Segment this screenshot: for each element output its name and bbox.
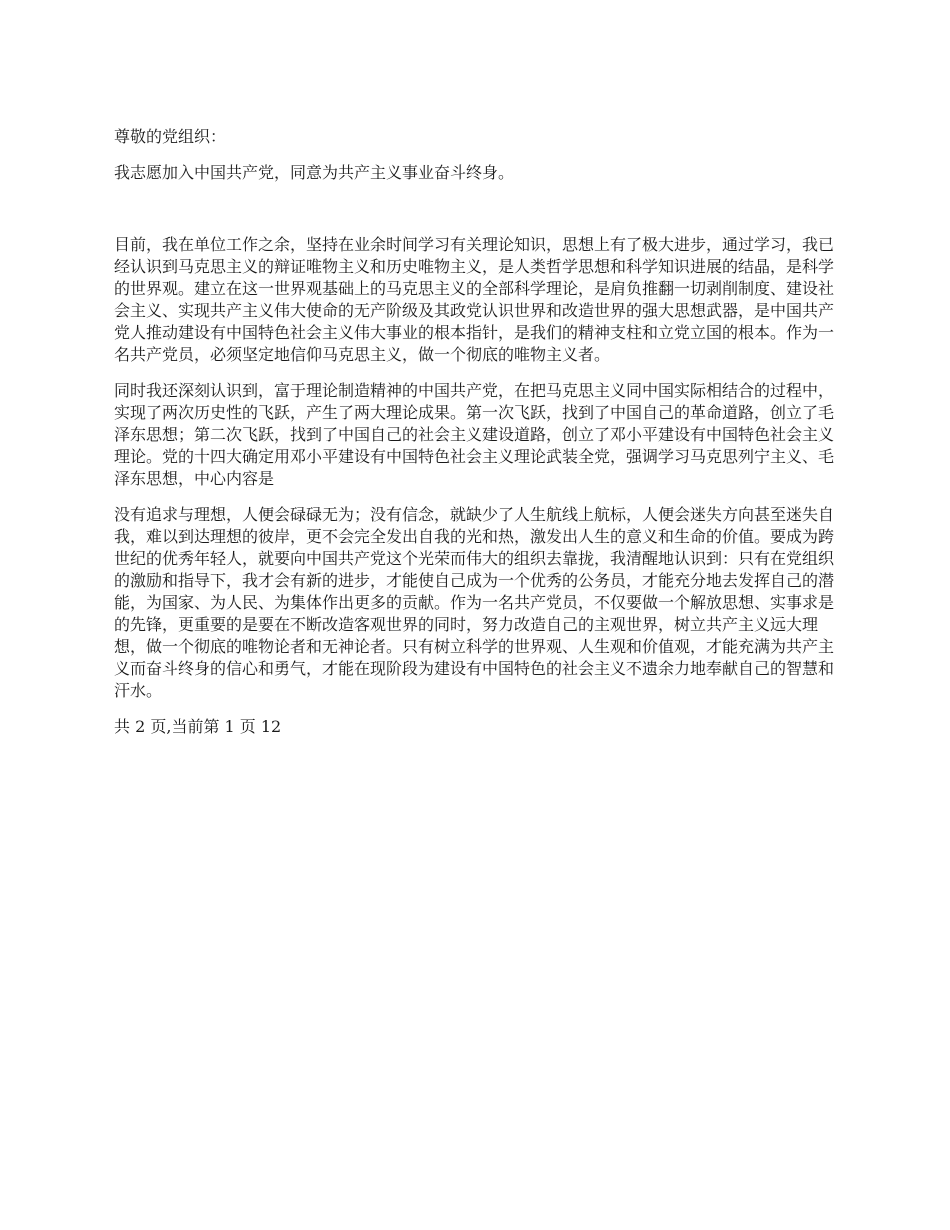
page-indicator: 共 2 页,当前第 1 页 12 [114, 717, 282, 736]
body-paragraph-3: 没有追求与理想，人便会碌碌无为；没有信念，就缺少了人生航线上航标，人便会迷失方向甚至迷失自我，难以到达理想的彼岸，更不会完全发出自我的光和热，激发出人生的意义和生命的价值。要成为跨世纪的优秀年轻人，就要向中国共产党这个光荣而伟大的组织去靠拢，我清醒地认识到：只有在党组织的激励和指导下，我才会有新的进步，才能使自己成为一个优秀的公务员，才能充分地去发挥自己的潜能，为国家、为人民、为集体作出更多的贡献。作为一名共产党员，不仅要做一个解放思想、实事求是的先锋，更重要的是要在不断改造客观世界的同时，努力改造自己的主观世界，树立共产主义远大理想，做一个彻底的唯物论者和无神论者。只有树立科学的世界观、人生观和价值观，才能充满为共产主义而奋斗终身的信心和勇气，才能在现阶段为建设有中国特色的社会主义不遗余力地奉献自己的智慧和汗水。 [114, 505, 835, 700]
opening-statement: 我志愿加入中国共产党，同意为共产主义事业奋斗终身。 [114, 163, 515, 182]
document-page [114, 126, 842, 738]
body-paragraph-1: 目前，我在单位工作之余，坚持在业余时间学习有关理论知识，思想上有了极大进步，通过学习，我已经认识到马克思主义的辩证唯物主义和历史唯物主义，是人类哲学思想和科学知识进展的结晶，是科学的世界观。建立在这一世界观基础上的马克思主义的全部科学理论，是肩负推翻一切剥削制度、建设社会主义、实现共产主义伟大使命的无产阶级及其政党认识世界和改造世界的强大思想武器，是中国共产党人推动建设有中国特色社会主义伟大事业的根本指针，是我们的精神支柱和立党立国的根本。作为一名共产党员，必须坚定地信仰马克思主义，做一个彻底的唯物主义者。 [114, 235, 835, 364]
salutation: 尊敬的党组织： [114, 127, 227, 146]
body-paragraph-2: 同时我还深刻认识到，富于理论制造精神的中国共产党，在把马克思主义同中国实际相结合的过程中，实现了两次历史性的飞跃，产生了两大理论成果。第一次飞跃，找到了中国自己的革命道路，创立了毛泽东思想；第二次飞跃，找到了中国自己的社会主义建设道路，创立了邓小平建设有中国特色社会主义理论。党的十四大确定用邓小平建设有中国特色社会主义理论武装全党，强调学习马克思列宁主义、毛泽东思想，中心内容是 [114, 381, 835, 488]
